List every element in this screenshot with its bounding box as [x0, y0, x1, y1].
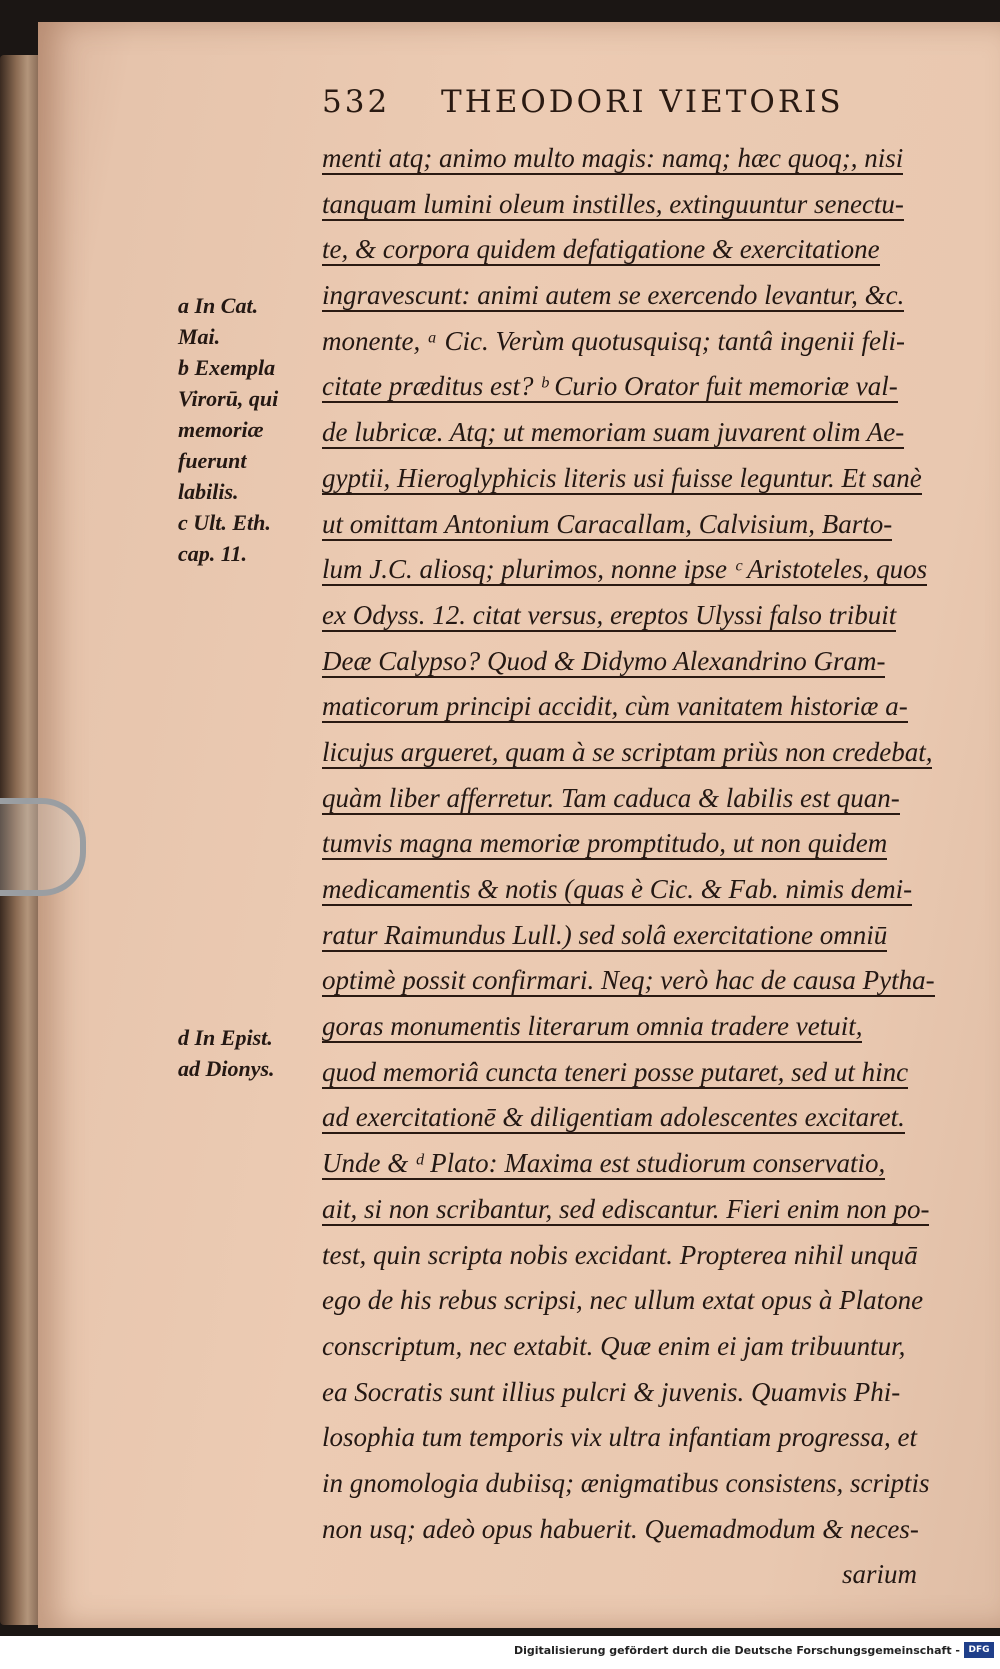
text-line-content: losophia tum temporis vix ultra infantiam progressa, et [322, 1422, 917, 1453]
text-line [322, 821, 998, 867]
text-line-content: menti atq; animo multo magis: namq; hæc quoq;, nisi [322, 143, 904, 173]
text-line [322, 1370, 998, 1416]
text-line [322, 1415, 998, 1461]
text-line [322, 273, 998, 319]
text-line-content: sarium [842, 1559, 918, 1590]
margin-note-line: memoriæ [178, 417, 264, 442]
text-line-content: ut omittam Antonium Caracallam, Calvisium, Barto- [322, 508, 893, 539]
margin-note-line: b Exempla [178, 355, 276, 380]
text-line-content: Deæ Calypso? Quod & Didymo Alexandrino Gram- [322, 645, 886, 676]
text-line [322, 1278, 998, 1324]
margin-note-line: cap. 11. [178, 541, 248, 566]
margin-note-line: d In Epist. [178, 1025, 273, 1050]
text-line [322, 1141, 998, 1187]
margin-note-line: labilis. [178, 479, 239, 504]
page-number: 532 [322, 84, 391, 120]
text-line [322, 319, 998, 365]
dfg-logo-icon: DFG [964, 1642, 994, 1658]
text-line [322, 182, 998, 228]
text-line-content: in gnomologia dubiisq; ænigmatibus consistens, scriptis [322, 1467, 930, 1498]
text-line [322, 867, 998, 913]
margin-note-line: c Ult. Eth. [178, 510, 271, 535]
text-line-content: gyptii, Hieroglyphicis literis usi fuisse leguntur. Et sanè [322, 462, 922, 493]
text-line [322, 1050, 998, 1096]
text-line-content: medicamentis & notis (quas è Cic. & Fab. nimis demi- [322, 874, 913, 904]
running-header [322, 84, 882, 128]
text-line [322, 547, 998, 593]
text-line-content: ea Socratis sunt illius pulcri & juvenis. Quamvis Phi- [322, 1376, 901, 1407]
text-line-content: ratur Raimundus Lull.) sed solâ exercitatione omniū [322, 919, 888, 950]
text-line [322, 1233, 998, 1279]
text-line [322, 1187, 998, 1233]
text-line [322, 1324, 998, 1370]
text-line-content: goras monumentis literarum omnia tradere vetuit, [322, 1011, 863, 1042]
text-line-content: optimè possit confirmari. Neq; verò hac de causa Pytha- [322, 965, 935, 996]
text-line [322, 730, 998, 776]
text-line-content: tumvis magna memoriæ promptitudo, ut non quidem [322, 828, 888, 859]
margin-notes-top [178, 290, 318, 569]
text-line-content: ait, si non scribantur, sed ediscantur. Fieri enim non po- [322, 1193, 930, 1224]
text-line [322, 776, 998, 822]
text-line-content: Unde & ᵈ Plato: Maxima est studiorum conservatio, [322, 1148, 886, 1179]
text-line [322, 364, 998, 410]
text-line-content: de lubricæ. Atq; ut memoriam suam juvarent olim Ae- [322, 417, 905, 448]
text-line [322, 1552, 998, 1598]
text-line [322, 1004, 998, 1050]
text-line-content: ad exercitationē & diligentiam adolescentes excitaret. [322, 1102, 905, 1133]
margin-notes-bottom [178, 1022, 318, 1084]
text-line-content: ex Odyss. 12. citat versus, ereptos Ulyssi falso tribuit [322, 599, 897, 630]
text-line [322, 639, 998, 685]
text-line-content: citate præditus est? ᵇ Curio Orator fuit memoriæ val- [322, 371, 898, 402]
text-line-content: lum J.C. aliosq; plurimos, nonne ipse ᶜ Aristoteles, quos [322, 554, 928, 585]
margin-note-line: a In Cat. [178, 293, 259, 318]
text-line [322, 227, 998, 273]
margin-note-line: Virorū, qui [178, 386, 279, 411]
text-line-content: ego de his rebus scripsi, nec ullum extat opus à Platone [322, 1285, 924, 1316]
text-line [322, 684, 998, 730]
text-line [322, 456, 998, 502]
text-line-content: tanquam lumini oleum instilles, extinguuntur senectu- [322, 188, 904, 219]
text-line [322, 1507, 998, 1553]
margin-note-line: Mai. [178, 324, 221, 349]
text-line [322, 593, 998, 639]
text-line-content: quod memoriâ cuncta teneri posse putaret, sed ut hinc [322, 1056, 909, 1087]
text-line [322, 502, 998, 548]
text-line [322, 958, 998, 1004]
text-line-content: non usq; adeò opus habuerit. Quemadmodum & neces- [322, 1513, 919, 1544]
text-line-content: te, & corpora quidem defatigatione & exercitatione [322, 234, 880, 265]
text-line [322, 410, 998, 456]
margin-note-line: fuerunt [178, 448, 247, 473]
text-line-content: conscriptum, nec extabit. Quæ enim ei jam tribuuntur, [322, 1330, 906, 1361]
text-line-content: maticorum principi accidit, cùm vanitatem historiæ a- [322, 691, 908, 722]
text-line-content: ingravescunt: animi autem se exercendo levantur, &c. [322, 280, 905, 311]
text-line-content: test, quin scripta nobis excidant. Propterea nihil unquā [322, 1239, 918, 1270]
body-text [322, 136, 998, 1598]
text-line [322, 1461, 998, 1507]
text-line-content: quàm liber afferretur. Tam caduca & labilis est quan- [322, 782, 900, 813]
text-line [322, 913, 998, 959]
text-line-content: licujus argueret, quam à se scriptam priùs non credebat, [322, 736, 933, 767]
text-line-content: monente, ᵃ Cic. Verùm quotusquisq; tantâ ingenii feli- [322, 325, 905, 356]
text-line [322, 136, 998, 182]
page-clip [0, 798, 86, 896]
margin-note-line: ad Dionys. [178, 1056, 275, 1081]
text-line [322, 1095, 998, 1141]
footer-credit: Digitalisierung gefördert durch die Deutsche Forschungsgemeinschaft - [513, 1644, 960, 1657]
running-title: THEODORI VIETORIS [441, 84, 844, 120]
